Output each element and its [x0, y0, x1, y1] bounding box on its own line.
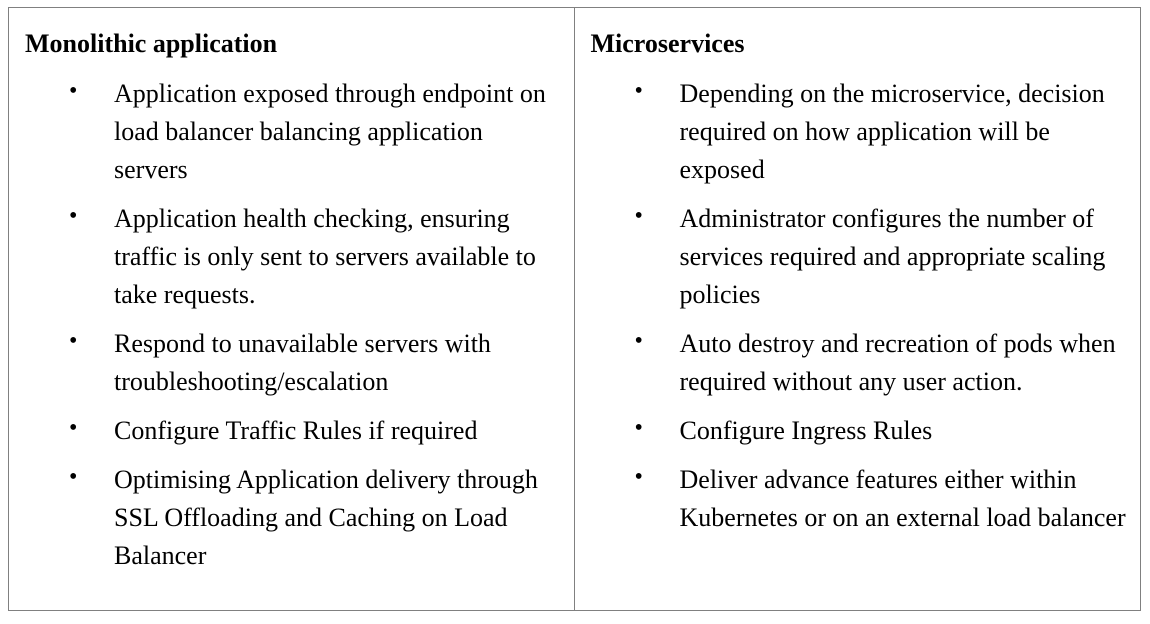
- bullet-item: [25, 325, 562, 401]
- bullet-icon: •: [634, 328, 643, 354]
- bullet-text: Administrator configures the number of services required and appropriate scaling policies: [679, 204, 1106, 309]
- bullet-text: Optimising Application delivery through SSL Offloading and Caching on Load Balancer: [114, 465, 538, 570]
- bullet-icon: •: [634, 464, 643, 490]
- bullet-text: Deliver advance features either within Kubernetes or on an external load balancer: [679, 465, 1126, 532]
- bullet-text: Configure Traffic Rules if required: [114, 416, 478, 445]
- column-header-monolithic: Monolithic application: [25, 29, 278, 58]
- bullet-item: [591, 200, 1129, 314]
- bullet-text: Respond to unavailable servers with troubleshooting/escalation: [114, 329, 491, 396]
- bullet-item: [25, 75, 562, 189]
- bullet-icon: •: [69, 415, 78, 441]
- bullet-text: Auto destroy and recreation of pods when required without any user action.: [679, 329, 1116, 396]
- bullet-item: [591, 325, 1129, 401]
- bullet-list-monolithic: [25, 75, 562, 575]
- bullet-icon: •: [69, 203, 78, 229]
- bullet-icon: •: [69, 78, 78, 104]
- bullet-item: [591, 75, 1129, 189]
- bullet-item: [25, 412, 562, 450]
- bullet-icon: •: [634, 203, 643, 229]
- bullet-item: [25, 200, 562, 314]
- column-header-microservices: Microservices: [590, 29, 745, 58]
- bullet-icon: •: [69, 464, 78, 490]
- column-microservices: [575, 8, 1141, 610]
- bullet-item: [591, 461, 1129, 537]
- bullet-icon: •: [69, 328, 78, 354]
- column-monolithic: [9, 8, 575, 610]
- bullet-icon: •: [634, 78, 643, 104]
- bullet-list-microservices: [591, 75, 1129, 537]
- bullet-icon: •: [634, 415, 643, 441]
- bullet-item: [591, 412, 1129, 450]
- comparison-table: [8, 7, 1141, 611]
- bullet-text: Application health checking, ensuring traffic is only sent to servers available to take requests.: [114, 204, 536, 309]
- bullet-text: Depending on the microservice, decision required on how application will be exposed: [679, 79, 1105, 184]
- bullet-item: [25, 461, 562, 575]
- bullet-text: Application exposed through endpoint on load balancer balancing application servers: [114, 79, 546, 184]
- bullet-text: Configure Ingress Rules: [679, 416, 933, 445]
